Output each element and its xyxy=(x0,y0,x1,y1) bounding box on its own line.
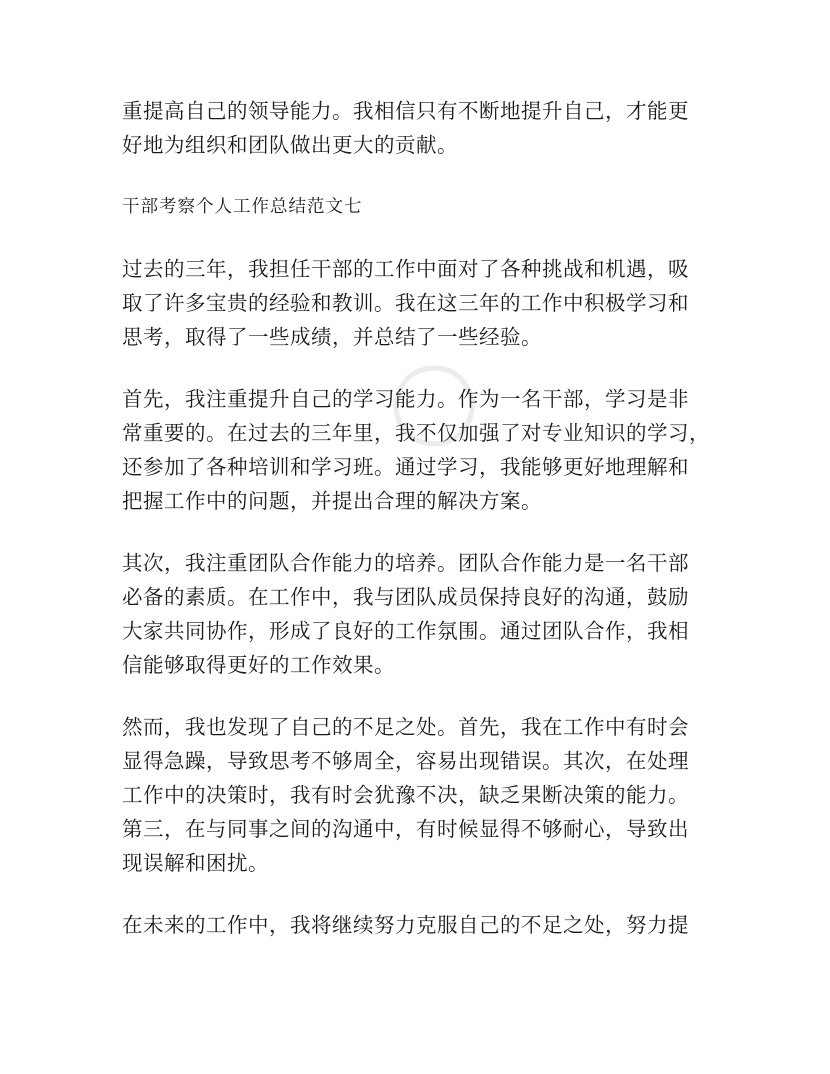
text-line: 其次，我注重团队合作能力的培养。团队合作能力是一名干部 xyxy=(122,551,689,575)
heading-text: 干部考察个人工作总结范文七 xyxy=(122,197,363,217)
text-line: 第三，在与同事之间的沟通中，有时候显得不够耐心，导致出 xyxy=(122,817,689,841)
text-line: 信能够取得更好的工作效果。 xyxy=(122,653,395,677)
document-body xyxy=(122,94,722,942)
text-line: 取了许多宝贵的经验和教训。我在这三年的工作中积极学习和 xyxy=(122,291,689,315)
text-line: 现误解和困扰。 xyxy=(122,851,269,875)
paragraph-5 xyxy=(122,710,722,880)
paragraph-1 xyxy=(122,94,722,162)
text-line: 思考，取得了一些成绩，并总结了一些经验。 xyxy=(122,325,542,349)
text-line: 然而，我也发现了自己的不足之处。首先，我在工作中有时会 xyxy=(122,715,689,739)
text-line: 重提高自己的领导能力。我相信只有不断地提升自己，才能更 xyxy=(122,99,689,123)
text-line: 工作中的决策时，我有时会犹豫不决，缺乏果断决策的能力。 xyxy=(122,783,689,807)
paragraph-6 xyxy=(122,908,722,942)
paragraph-3 xyxy=(122,382,722,518)
text-line: 大家共同协作，形成了良好的工作氛围。通过团队合作，我相 xyxy=(122,619,689,643)
text-line: 必备的素质。在工作中，我与团队成员保持良好的沟通，鼓励 xyxy=(122,585,689,609)
watermark: ◯ xyxy=(366,336,494,464)
section-heading xyxy=(122,190,722,224)
text-line: 在未来的工作中，我将继续努力克服自己的不足之处，努力提 xyxy=(122,913,689,937)
text-line: 过去的三年，我担任干部的工作中面对了各种挑战和机遇，吸 xyxy=(122,257,689,281)
paragraph-2 xyxy=(122,252,722,354)
text-line: 还参加了各种培训和学习班。通过学习，我能够更好地理解和 xyxy=(122,455,689,479)
text-line: 首先，我注重提升自己的学习能力。作为一名干部，学习是非 xyxy=(122,387,689,411)
text-line: 把握工作中的问题，并提出合理的解决方案。 xyxy=(122,489,542,513)
text-line: 好地为组织和团队做出更大的贡献。 xyxy=(122,133,458,157)
paragraph-4 xyxy=(122,546,722,682)
text-line: 常重要的。在过去的三年里，我不仅加强了对专业知识的学习， xyxy=(122,421,710,445)
text-line: 显得急躁，导致思考不够周全，容易出现错误。其次，在处理 xyxy=(122,749,689,773)
